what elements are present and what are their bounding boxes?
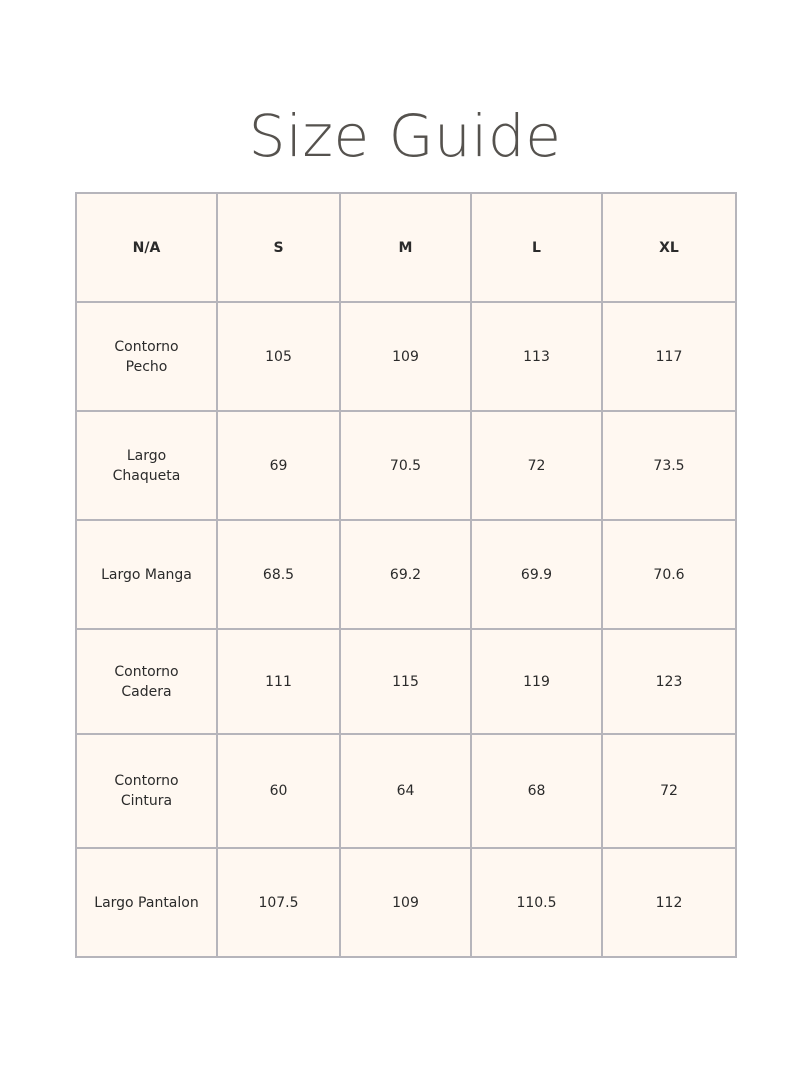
table-cell: 64 [340, 734, 471, 848]
row-label [76, 734, 217, 848]
header-cell-m: M [340, 193, 471, 302]
row-label-text: Largo Chaqueta [112, 447, 181, 484]
table-cell: 109 [340, 848, 471, 957]
table-cell: 117 [602, 302, 736, 411]
table-cell: 70.6 [602, 520, 736, 629]
table-cell: 68.5 [217, 520, 340, 629]
header-row [76, 193, 736, 302]
size-table [75, 192, 737, 958]
table-cell: 69.9 [471, 520, 602, 629]
table-cell: 113 [471, 302, 602, 411]
row-label-text: Largo Manga [101, 566, 192, 583]
table-row [76, 411, 736, 520]
table-cell: 109 [340, 302, 471, 411]
table-cell: 69 [217, 411, 340, 520]
table-row [76, 302, 736, 411]
table-cell: 111 [217, 629, 340, 734]
table-cell: 115 [340, 629, 471, 734]
table-cell: 110.5 [471, 848, 602, 957]
header-cell-na: N/A [76, 193, 217, 302]
table-cell: 72 [471, 411, 602, 520]
table-cell: 70.5 [340, 411, 471, 520]
table-row [76, 629, 736, 734]
row-label-text: Largo Pantalon [94, 894, 199, 911]
header-cell-xl: XL [602, 193, 736, 302]
table-cell: 60 [217, 734, 340, 848]
table-cell: 73.5 [602, 411, 736, 520]
header-cell-s: S [217, 193, 340, 302]
row-label [76, 520, 217, 629]
table-row [76, 520, 736, 629]
row-label [76, 848, 217, 957]
table-cell: 119 [471, 629, 602, 734]
row-label-text: Contorno Cintura [114, 773, 179, 809]
table-cell: 105 [217, 302, 340, 411]
table-cell: 112 [602, 848, 736, 957]
table-cell: 68 [471, 734, 602, 848]
table-cell: 72 [602, 734, 736, 848]
row-label-text: Contorno Cadera [114, 663, 179, 700]
page-title: Size Guide [248, 102, 562, 170]
header-cell-l: L [471, 193, 602, 302]
row-label-text: Contorno Pecho [114, 338, 179, 375]
table-cell: 69.2 [340, 520, 471, 629]
table-row [76, 848, 736, 957]
row-label [76, 411, 217, 520]
row-label [76, 629, 217, 734]
row-label [76, 302, 217, 411]
table-row [76, 734, 736, 848]
table-cell: 123 [602, 629, 736, 734]
table-cell: 107.5 [217, 848, 340, 957]
